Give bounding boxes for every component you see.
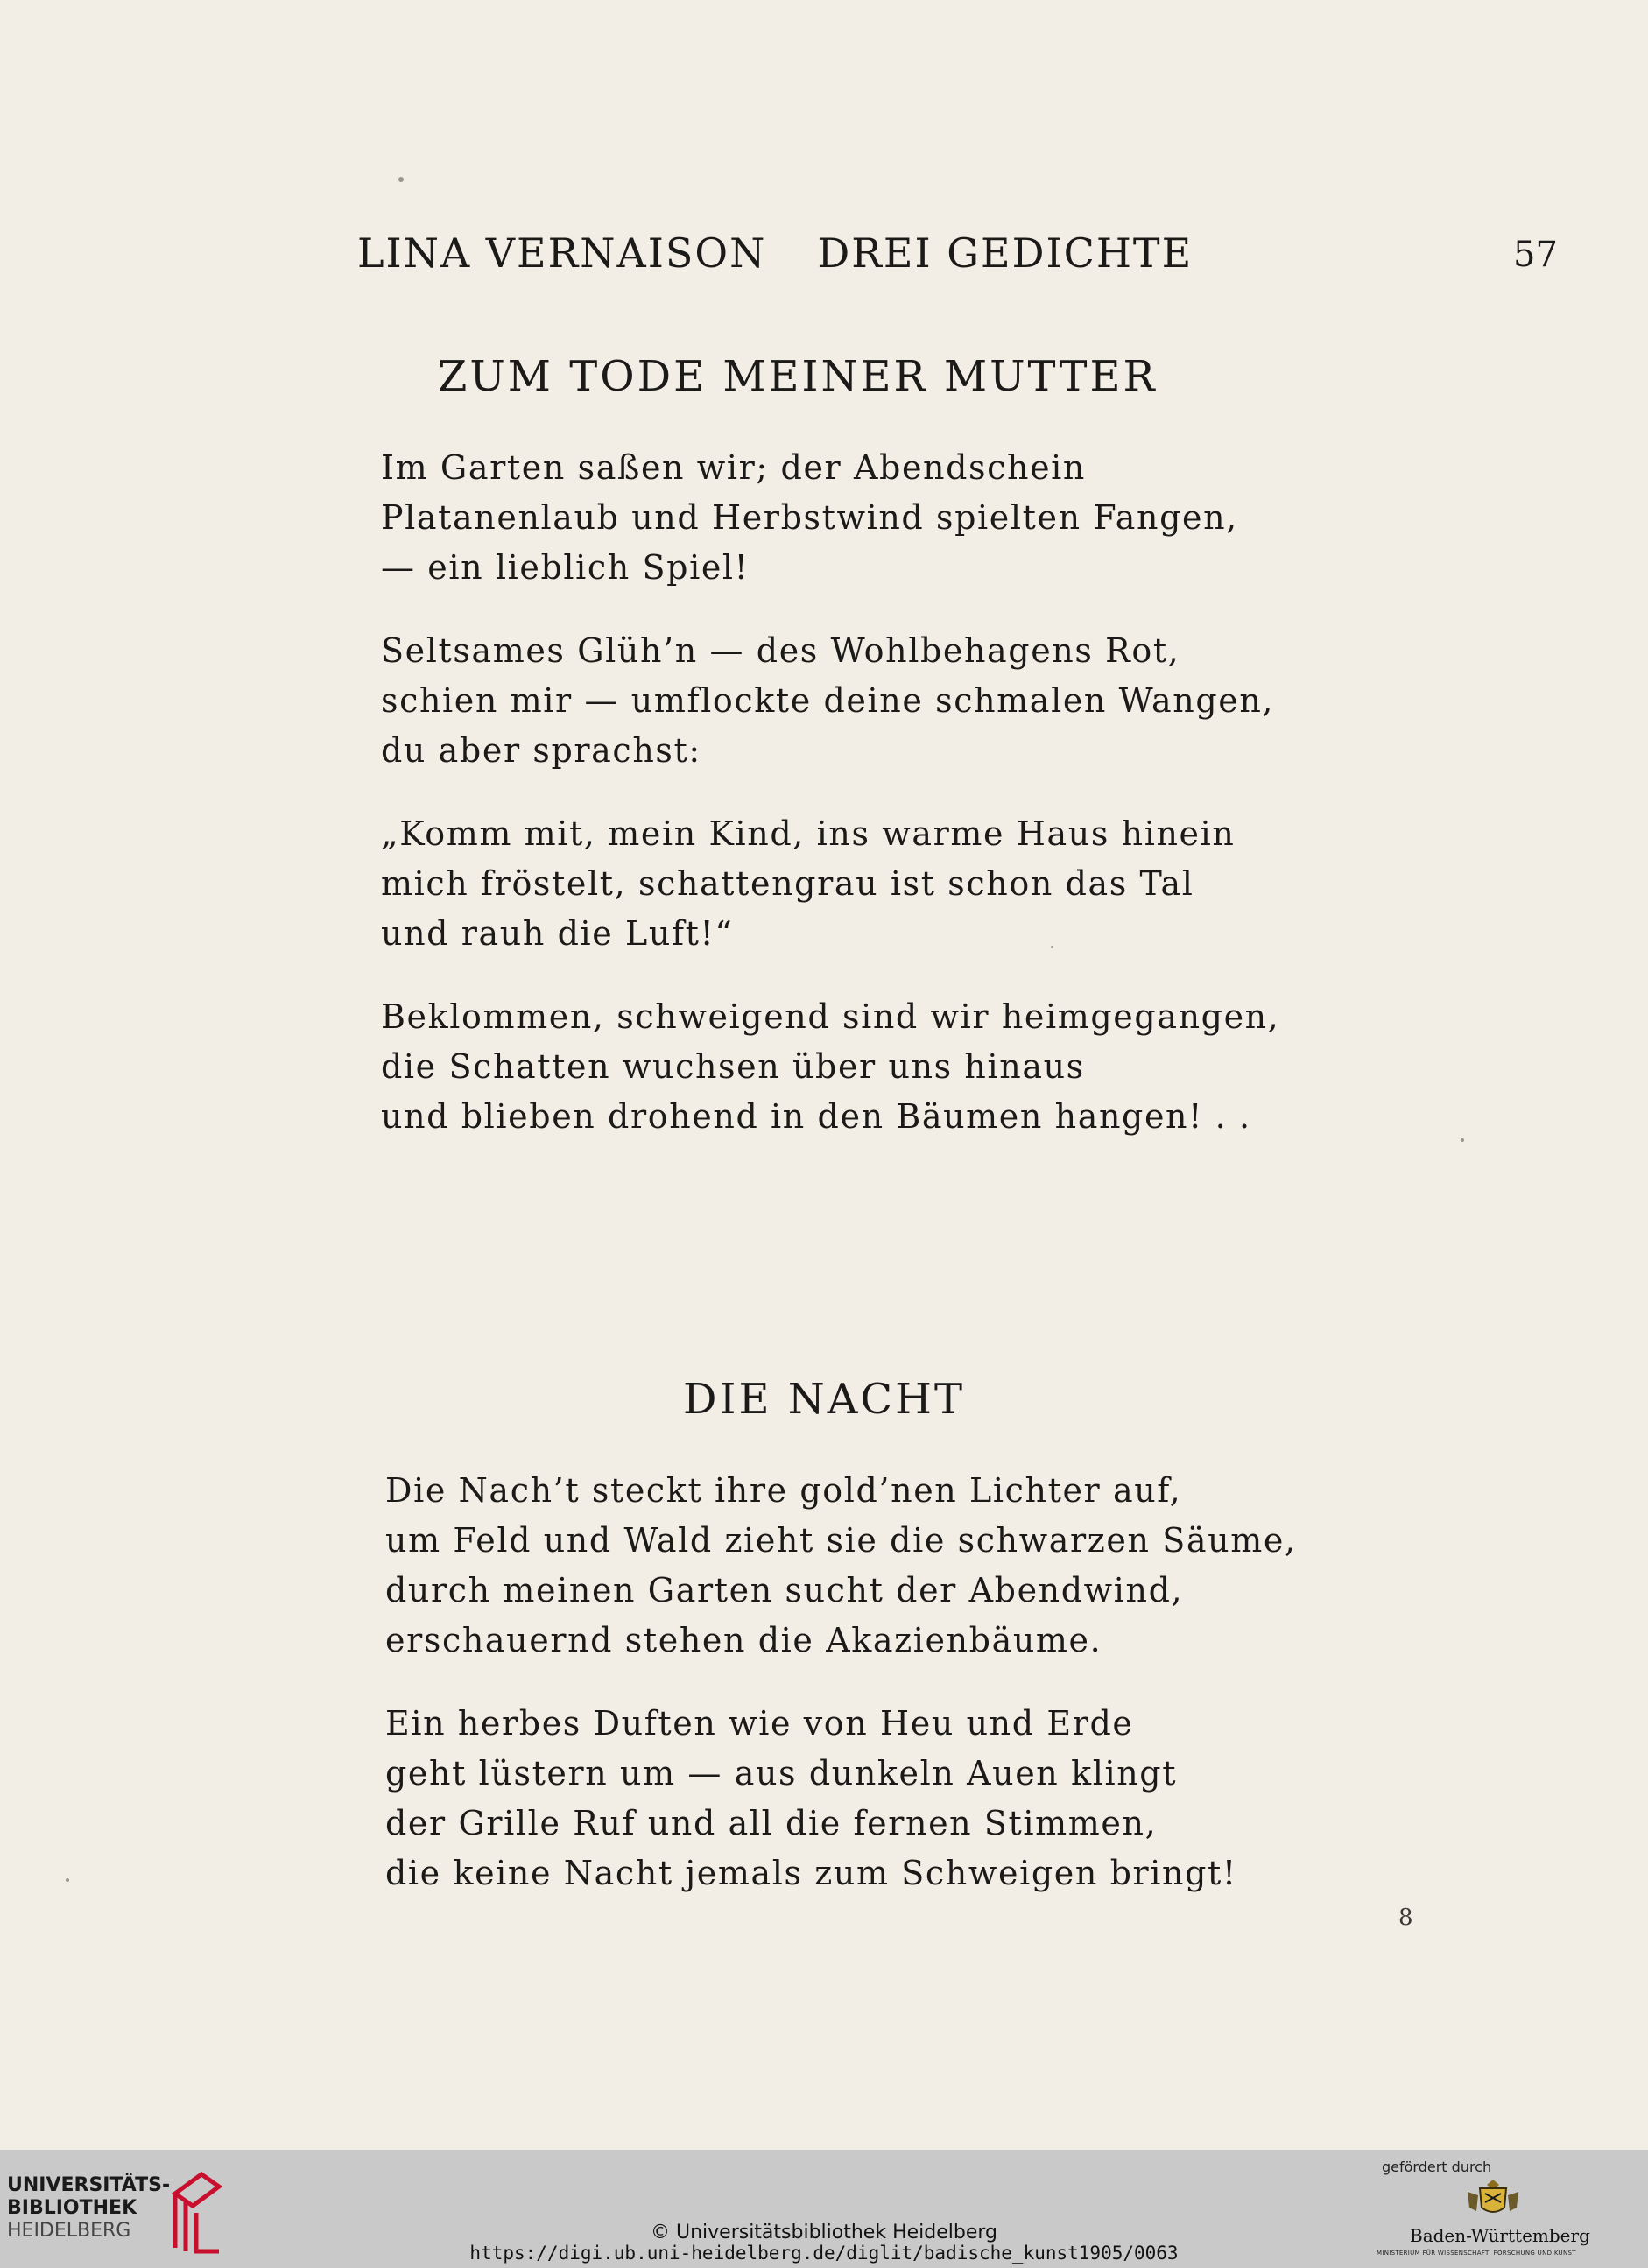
verse-line: erschauernd stehen die Akazienbäume. xyxy=(385,1621,1102,1659)
running-head xyxy=(357,229,1193,277)
verse-line: um Feld und Wald zieht sie die schwarzen Säume, xyxy=(385,1521,1297,1560)
paper-speck xyxy=(398,177,404,182)
paper-speck xyxy=(1461,1138,1464,1142)
funded-by-label: gefördert durch xyxy=(1382,2159,1492,2175)
funder-subtitle: MINISTERIUM FÜR WISSENSCHAFT, FORSCHUNG UND KUNST xyxy=(1377,2250,1576,2257)
poem-2-stanza-2 xyxy=(385,1699,1237,1898)
poem-title-zum-tode: ZUM TODE MEINER MUTTER xyxy=(438,352,1158,401)
funder-name: Baden-Württemberg xyxy=(1410,2225,1590,2246)
baden-wuerttemberg-crest-icon xyxy=(1462,2176,1524,2218)
verse-line: mich fröstelt, schattengrau ist schon das Tal xyxy=(381,864,1194,903)
verse-line: die keine Nacht jemals zum Schweigen bringt! xyxy=(385,1854,1237,1892)
verse-line: die Schatten wuchsen über uns hinaus xyxy=(381,1047,1085,1086)
library-name-line: BIBLIOTHEK xyxy=(7,2197,137,2219)
paper-speck xyxy=(1051,946,1053,948)
verse-line: — ein lieblich Spiel! xyxy=(381,548,750,587)
verse-line: Die Nach’t steckt ihre gold’nen Lichter auf, xyxy=(385,1471,1182,1510)
poem-1-stanza-1 xyxy=(381,443,1238,593)
library-name-line: HEIDELBERG xyxy=(7,2220,131,2242)
source-url-link[interactable]: https://digi.ub.uni-heidelberg.de/diglit/badische_kunst1905/0063 xyxy=(469,2243,1179,2264)
poem-1-stanza-3 xyxy=(381,809,1235,959)
verse-line: und rauh die Luft!“ xyxy=(381,914,734,953)
library-name-line: UNIVERSITÄTS- xyxy=(7,2174,171,2196)
paper-speck xyxy=(66,1878,69,1882)
verse-line: Im Garten saßen wir; der Abendschein xyxy=(381,448,1087,487)
verse-line: schien mir — umflockte deine schmalen Wangen, xyxy=(381,681,1275,720)
copyright-text: © Universitätsbibliothek Heidelberg xyxy=(650,2222,997,2243)
running-head-author: LINA VERNAISON xyxy=(357,229,767,277)
page-number: 57 xyxy=(1513,235,1558,275)
verse-line: du aber sprachst: xyxy=(381,731,701,770)
verse-line: und blieben drohend in den Bäumen hangen! . . xyxy=(381,1097,1251,1136)
poem-2-stanza-1 xyxy=(385,1466,1297,1666)
verse-line: Seltsames Glüh’n — des Wohlbehagens Rot, xyxy=(381,631,1180,670)
poem-1-stanza-2 xyxy=(381,626,1274,776)
verse-line: Platanenlaub und Herbstwind spielten Fangen, xyxy=(381,498,1238,537)
running-head-title: DREI GEDICHTE xyxy=(817,229,1194,277)
verse-line: Beklommen, schweigend sind wir heimgegangen, xyxy=(381,997,1280,1036)
poem-title-die-nacht: DIE NACHT xyxy=(683,1375,966,1424)
signature-mark: 8 xyxy=(1398,1905,1413,1931)
verse-line: Ein herbes Duften wie von Heu und Erde xyxy=(385,1704,1134,1743)
footer-bar xyxy=(0,2150,1648,2268)
verse-line: „Komm mit, mein Kind, ins warme Haus hinein xyxy=(381,814,1236,853)
poem-1-stanza-4 xyxy=(381,992,1279,1142)
verse-line: geht lüstern um — aus dunkeln Auen klingt xyxy=(385,1754,1178,1793)
verse-line: der Grille Ruf und all die fernen Stimmen, xyxy=(385,1804,1158,1842)
verse-line: durch meinen Garten sucht der Abendwind, xyxy=(385,1571,1184,1609)
